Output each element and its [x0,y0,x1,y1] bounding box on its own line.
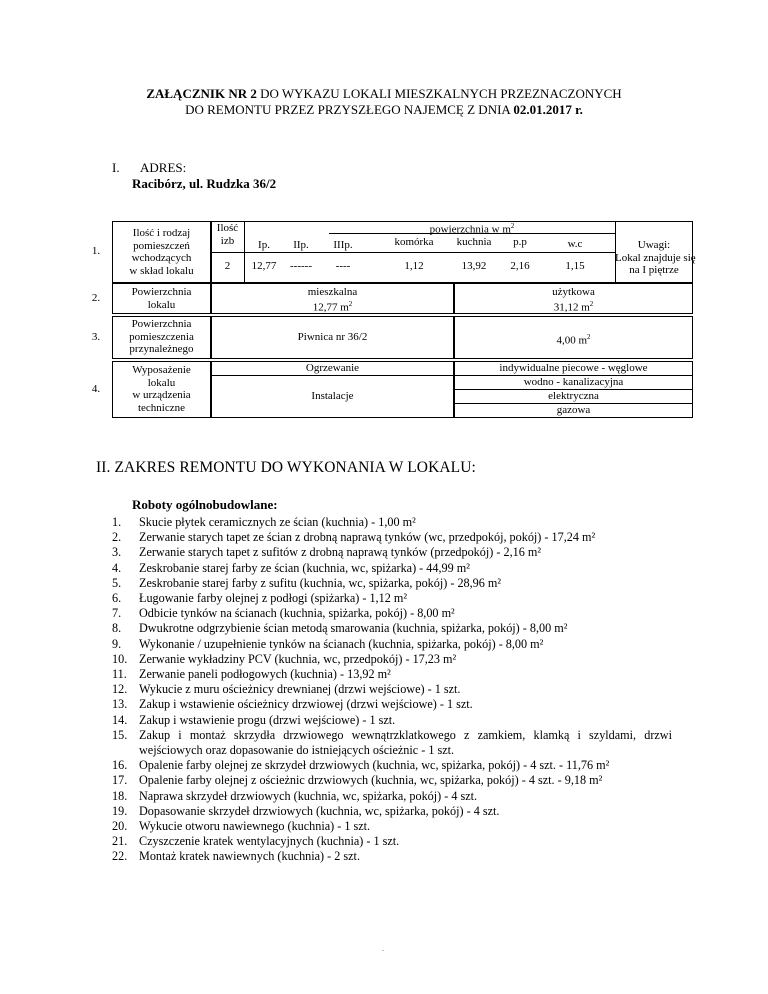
row1-label-line: pomieszczeń [133,239,190,252]
row1-label-line: Ilość i rodzaj [132,227,191,239]
area-col-header: kuchnia [456,236,492,248]
list-item-number: 12. [112,682,128,697]
list-item-number: 8. [112,621,122,636]
list-item-number: 5. [112,575,122,590]
area-value: 13,92 [461,260,487,272]
notes-text: Lokal znajduje się [615,251,696,264]
list-item [112,652,672,667]
row3-number: 3. [91,331,101,343]
row3-label-line: pomieszczenia [129,330,194,343]
list-item-text: Czyszczenie kratek wentylacyjnych (kuchnia) - 1 szt. [139,834,400,849]
list-item-number: 1. [112,515,122,529]
list-item-text: Skucie płytek ceramicznych ze ścian (kuchnia) - 1,00 m² [139,515,416,529]
notes-label: Uwagi: [637,239,671,251]
list-item-number: 18. [112,788,128,803]
area-col-header: w.c [567,238,583,250]
area-col-header: komórka [394,236,434,248]
document-title-line2: DO REMONTU PRZEZ PRZYSZŁEGO NAJEMCĘ Z DNIA 02.01.2017 r. [185,102,583,117]
area-col-header: Ip. [258,239,270,251]
row4-label-line: lokalu [147,376,176,389]
works-list [112,515,672,865]
usable-area-value: 31,12 $m^2$ [553,300,594,314]
area-header: powierzchnia w $m^2$ [429,222,515,236]
row3-label-line: przynależnego [129,343,194,355]
footer-dot: . [382,944,384,953]
list-item [112,576,672,591]
list-item-text: Zakup i wstawienie ościeżnicy drzwiowej (drzwi wejściowe) - 1 szt. [139,697,473,712]
list-item-number: 21. [112,834,128,849]
list-item-number: 4. [112,560,122,575]
list-item [112,804,672,819]
list-item-text: Zakup i montaż skrzydła drzwiowego wewnątrzklatkowego z zamkiem, klamką i szyldami, drzwi wejściowych oraz dopasowanie do istniejących ościeżnic - 1 szt. [139,727,672,758]
section-subtitle: Roboty ogólnobudowlane: [132,497,278,512]
heating-label: Ogrzewanie [305,362,360,374]
residential-area-value: 12,77 $m^2$ [312,300,353,314]
area-value: 12,77 [251,260,277,272]
list-item-number: 7. [112,606,122,621]
list-item [112,667,672,682]
row2-label-line: lokalu [147,298,176,311]
list-item-number: 9. [112,636,122,651]
document-title-line1: ZAŁĄCZNIK NR 2 DO WYKAZU LOKALI MIESZKALNYCH PRZEZNACZONYCH [146,86,622,101]
list-item [112,591,672,606]
usable-area-label: użytkowa [552,286,595,298]
list-item [112,545,672,560]
list-item [112,637,672,652]
list-item-text: Zakup i wstawienie progu (drzwi wejściowe) - 1 szt. [139,712,396,727]
row4-number: 4. [91,383,101,395]
list-item-text: Ługowanie farby olejnej z podłogi (spiżarka) - 1,12 m² [139,591,407,606]
list-item-number: 10. [112,651,128,666]
row4-label-line: Wyposażenie [132,364,191,376]
cellar-area: 4,00 $m^2$ [556,333,591,347]
row4-label-line: w urządzenia [132,389,191,401]
list-item-number: 3. [112,545,122,560]
list-item-number: 11. [112,667,127,682]
list-item-number: 20. [112,819,128,834]
list-item-text: Opalenie farby olejnej ze skrzydeł drzwiowych (kuchnia, wc, spiżarka, pokój) - 4 szt. - 11,76 m² [139,758,610,773]
list-item-text: Montaż kratek nawiewnych (kuchnia) - 2 szt. [139,849,360,864]
list-item-number: 2. [112,530,122,545]
list-item [112,606,672,621]
list-item-number: 15. [112,727,128,742]
list-item-text: Zeskrobanie starej farby ze ścian (kuchnia, wc, spiżarka) - 44,99 m² [139,560,470,575]
list-item [112,713,672,728]
list-item [112,621,672,636]
installation-value: gazowa [556,404,591,416]
list-item-number: 16. [112,758,128,773]
installation-value: wodno - kanalizacyjna [523,376,624,388]
list-item-text: Zerwanie starych tapet ze ścian z drobną naprawą tynków (wc, przedpokój, pokój) - 17,24 m² [139,530,596,545]
list-item [112,530,672,545]
list-item-text: Zerwanie wykładziny PCV (kuchnia, wc, przedpokój) - 17,23 m² [139,651,457,666]
cellar-name: Piwnica nr 36/2 [297,331,368,343]
installation-value: elektryczna [548,390,599,402]
list-item-text: Wykonanie / uzupełnienie tynków na ścianach (kuchnia, spiżarka, pokój) - 8,00 m² [139,636,544,651]
list-item [112,758,672,773]
list-item [112,819,672,834]
list-item [112,789,672,804]
area-col-header: IIp. [293,239,309,251]
area-value: 1,12 [404,260,424,272]
list-item-number: 17. [112,773,128,788]
row2-number: 2. [91,292,101,304]
notes-text: na I piętrze [629,264,679,276]
list-item [112,773,672,788]
area-col-header: p.p [513,236,527,248]
list-item-text: Zeskrobanie starej farby z sufitu (kuchnia, wc, spiżarka, pokój) - 28,96 m² [139,575,502,590]
row3-label-line: Powierzchnia [131,318,192,330]
residential-area-label: mieszkalna [307,286,358,298]
area-value: 1,15 [565,260,585,272]
address-heading: I. ADRES: [112,160,187,175]
row1-number: 1. [91,245,101,257]
area-value: 2,16 [510,260,530,272]
list-item-text: Zerwanie paneli podłogowych (kuchnia) - 13,92 m² [139,667,391,682]
list-item [112,561,672,576]
list-item-number: 6. [112,591,122,606]
list-item-text: Dwukrotne odgrzybienie ścian metodą smarowania (kuchnia, spiżarka, pokój) - 8,00 m² [139,621,568,636]
list-item [112,834,672,849]
list-item [112,849,672,864]
list-item-number: 14. [112,712,128,727]
installations-label: Instalacje [311,390,354,402]
row2-label-line: Powierzchnia [131,286,192,298]
rooms-count-value: 2 [224,260,231,272]
list-item-text: Odbicie tynków na ścianach (kuchnia, spiżarka, pokój) - 8,00 m² [139,606,455,621]
address-value: Racibórz, ul. Rudzka 36/2 [132,176,277,191]
list-item-number: 13. [112,697,128,712]
list-item-text: Zerwanie starych tapet z sufitów z drobną naprawą tynków (przedpokój) - 2,16 m² [139,545,541,560]
list-item-text: Opalenie farby olejnej z ościeżnic drzwiowych (kuchnia, wc, spiżarka, pokój) - 4 szt. - 9,18 m² [139,773,603,788]
row1-label-line: wchodzących [131,252,192,264]
area-value: ------ [290,260,312,272]
area-col-header: IIIp. [333,239,353,251]
list-item-number: 19. [112,803,128,818]
rooms-count-label: Ilość [216,222,239,234]
list-item-text: Wykucie z muru ościeżnicy drewnianej (drzwi wejściowe) - 1 szt. [139,682,461,697]
list-item [112,515,672,530]
list-item-text: Naprawa skrzydeł drzwiowych (kuchnia, wc, spiżarka, pokój) - 4 szt. [139,788,478,803]
row1-label-line: w skład lokalu [129,264,194,277]
list-item-text: Dopasowanie skrzydeł drzwiowych (kuchnia, wc, spiżarka, pokój) - 4 szt. [139,803,500,818]
list-item [112,728,672,758]
list-item-number: 22. [112,849,128,864]
area-value: ---- [335,260,351,272]
heating-value: indywidualne piecowe - węglowe [499,362,648,374]
list-item [112,682,672,697]
section-title: II. ZAKRES REMONTU DO WYKONANIA W LOKALU: [96,459,476,476]
list-item-text: Wykucie otworu nawiewnego (kuchnia) - 1 szt. [139,819,371,834]
rooms-count-label: izb [220,234,235,247]
list-item [112,697,672,712]
row4-label-line: techniczne [137,401,186,414]
